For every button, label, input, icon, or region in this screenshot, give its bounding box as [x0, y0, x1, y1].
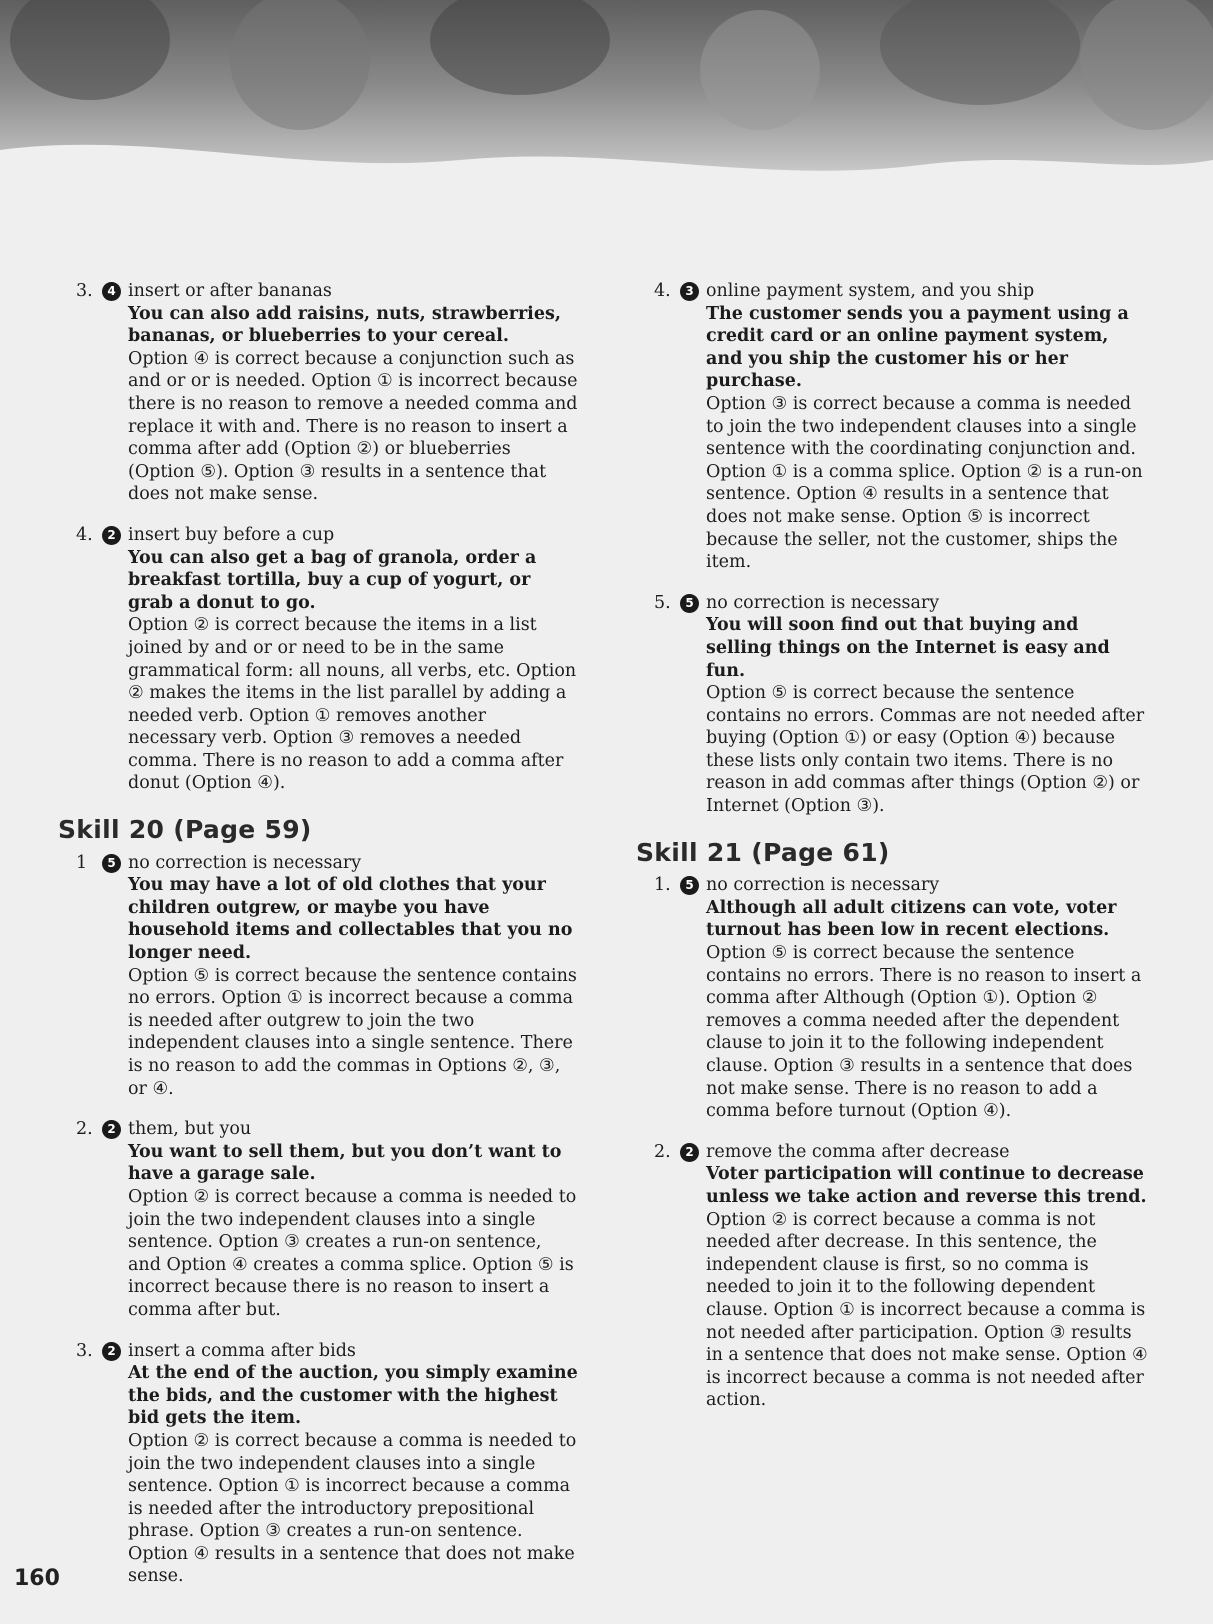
answer-item [58, 524, 578, 795]
section-heading: Skill 20 (Page 59) [58, 815, 312, 845]
answer-item [636, 280, 1150, 574]
answer-badge: 2 [102, 1342, 121, 1361]
correction-text: remove the comma after decrease [706, 1141, 1010, 1162]
correction-text: no correction is necessary [706, 592, 940, 613]
corrected-sentence: Although all adult citizens can vote, voter turnout has been low in recent elections. [706, 897, 1117, 941]
answer-item [58, 1118, 578, 1321]
correction-text: insert buy before a cup [128, 524, 335, 545]
answer-item [636, 1141, 1150, 1412]
item-number: 3. [76, 1340, 93, 1361]
explanation-text: Option ② is correct because the items in a list joined by and or or need to be in the same grammatical form: all nouns, all verbs, etc. Option ② makes the items in the list parallel by adding a needed verb. Option ① removes another necessary verb. Option ③ removes a needed comma. There is no reason to add a comma after donut (Option ④). [128, 615, 577, 794]
correction-text: online payment system, and you ship [706, 281, 1035, 301]
explanation-text: Option ② is correct because a comma is needed to join the two independent clauses into a single sentence. Option ① is incorrect because a comma is needed after the introductory prepositional phrase. Option ③ creates a run-on sentence. Option ④ results in a sentence that does not make sense. [128, 1430, 577, 1587]
correction-text: no correction is necessary [706, 875, 940, 896]
answer-item [58, 852, 578, 1101]
corrected-sentence: You can also get a bag of granola, order a breakfast tortilla, buy a cup of yogurt, or grab a donut to go. [128, 547, 537, 613]
item-number: 2. [76, 1119, 93, 1140]
answer-badge: 5 [680, 876, 699, 895]
item-number: 4. [76, 524, 93, 545]
answer-item [636, 592, 1150, 818]
correction-text: them, but you [128, 1119, 252, 1140]
explanation-text: Option ② is correct because a comma is needed to join the two independent clauses into a single sentence. Option ③ creates a run-on sentence, and Option ④ creates a comma splice. Option ⑤ is incorrect because there is no reason to insert a comma after but. [128, 1186, 577, 1320]
item-number: 5. [654, 592, 671, 613]
corrected-sentence: You may have a lot of old clothes that your children outgrew, or maybe you have household items and collectables that you no longer need. [128, 875, 573, 964]
explanation-text: Option ⑤ is correct because the sentence contains no errors. There is no reason to insert a comma after Although (Option ①). Option ② removes a comma needed after the dependent clause to join it to the following independent clause. Option ③ results in a sentence that does not make sense. There is no reason to add a comma before turnout (Option ④). [706, 943, 1142, 1122]
item-number: 2. [654, 1141, 671, 1162]
correction-text: insert a comma after bids [128, 1340, 356, 1361]
item-number: 1. [654, 875, 671, 896]
answer-badge: 5 [102, 854, 121, 873]
item-number: 3. [76, 281, 93, 301]
item-number: 4. [654, 281, 671, 301]
answer-item [58, 1340, 578, 1589]
explanation-text: Option ② is correct because a comma is not needed after decrease. In this sentence, the independent clause is first, so no comma is needed to join it to the following dependent clause. Option ① is incorrect because a comma is not needed after participation. Option ③ results in a sentence that does not make sense. Option ④ is incorrect because a comma is not needed after action. [706, 1209, 1148, 1411]
corrected-sentence: Voter participation will continue to decrease unless we take action and reverse this trend. [706, 1164, 1147, 1207]
answer-badge: 4 [102, 282, 121, 301]
section-heading: Skill 21 (Page 61) [636, 837, 890, 867]
corrected-sentence: At the end of the auction, you simply examine the bids, and the customer with the highest bid gets the item. [128, 1363, 578, 1429]
answer-badge: 2 [102, 1120, 121, 1139]
explanation-text: Option ④ is correct because a conjunction such as and or or is needed. Option ① is incorrect because there is no reason to remove a needed comma and replace it with and. There is no reason to insert a comma after add (Option ②) or blueberries (Option ⑤). Option ③ results in a sentence that does not make sense. [128, 348, 578, 505]
page-number: 160 [14, 1566, 60, 1591]
decorative-header-graphic [0, 0, 1213, 190]
item-number: 1 [76, 852, 88, 873]
header-photo-band [0, 0, 1213, 190]
answer-badge: 5 [680, 594, 699, 613]
corrected-sentence: The customer sends you a payment using a credit card or an online payment system, and you ship the customer his or her purchase. [706, 303, 1129, 392]
corrected-sentence: You can also add raisins, nuts, strawberries, bananas, or blueberries to your cereal. [128, 303, 561, 347]
corrected-sentence: You want to sell them, but you don’t want to have a garage sale. [128, 1141, 562, 1185]
right-column [636, 280, 1150, 1430]
answer-item [636, 874, 1150, 1123]
explanation-text: Option ⑤ is correct because the sentence contains no errors. Option ① is incorrect because a comma is needed after outgrew to join the two independent clauses into a single sentence. There is no reason to add the commas in Options ②, ③, or ④. [128, 965, 577, 1099]
left-column [58, 280, 578, 1606]
corrected-sentence: You will soon find out that buying and selling things on the Internet is easy and fun. [706, 615, 1110, 681]
answer-item [58, 280, 578, 506]
answer-badge: 2 [102, 526, 121, 545]
answer-badge: 2 [680, 1143, 699, 1162]
correction-text: no correction is necessary [128, 852, 362, 873]
explanation-text: Option ③ is correct because a comma is needed to join the two independent clauses into a single sentence with the coordinating conjunction and. Option ① is a comma splice. Option ② is a run-on sentence. Option ④ results in a sentence that does not make sense. Option ⑤ is incorrect because the seller, not the customer, ships the item. [706, 393, 1143, 573]
correction-text: insert or after bananas [128, 281, 332, 301]
explanation-text: Option ⑤ is correct because the sentence contains no errors. Commas are not needed after buying (Option ①) or easy (Option ④) because these lists only contain two items. There is no reason in add commas after things (Option ②) or Internet (Option ③). [706, 683, 1145, 817]
answer-badge: 3 [680, 282, 699, 301]
